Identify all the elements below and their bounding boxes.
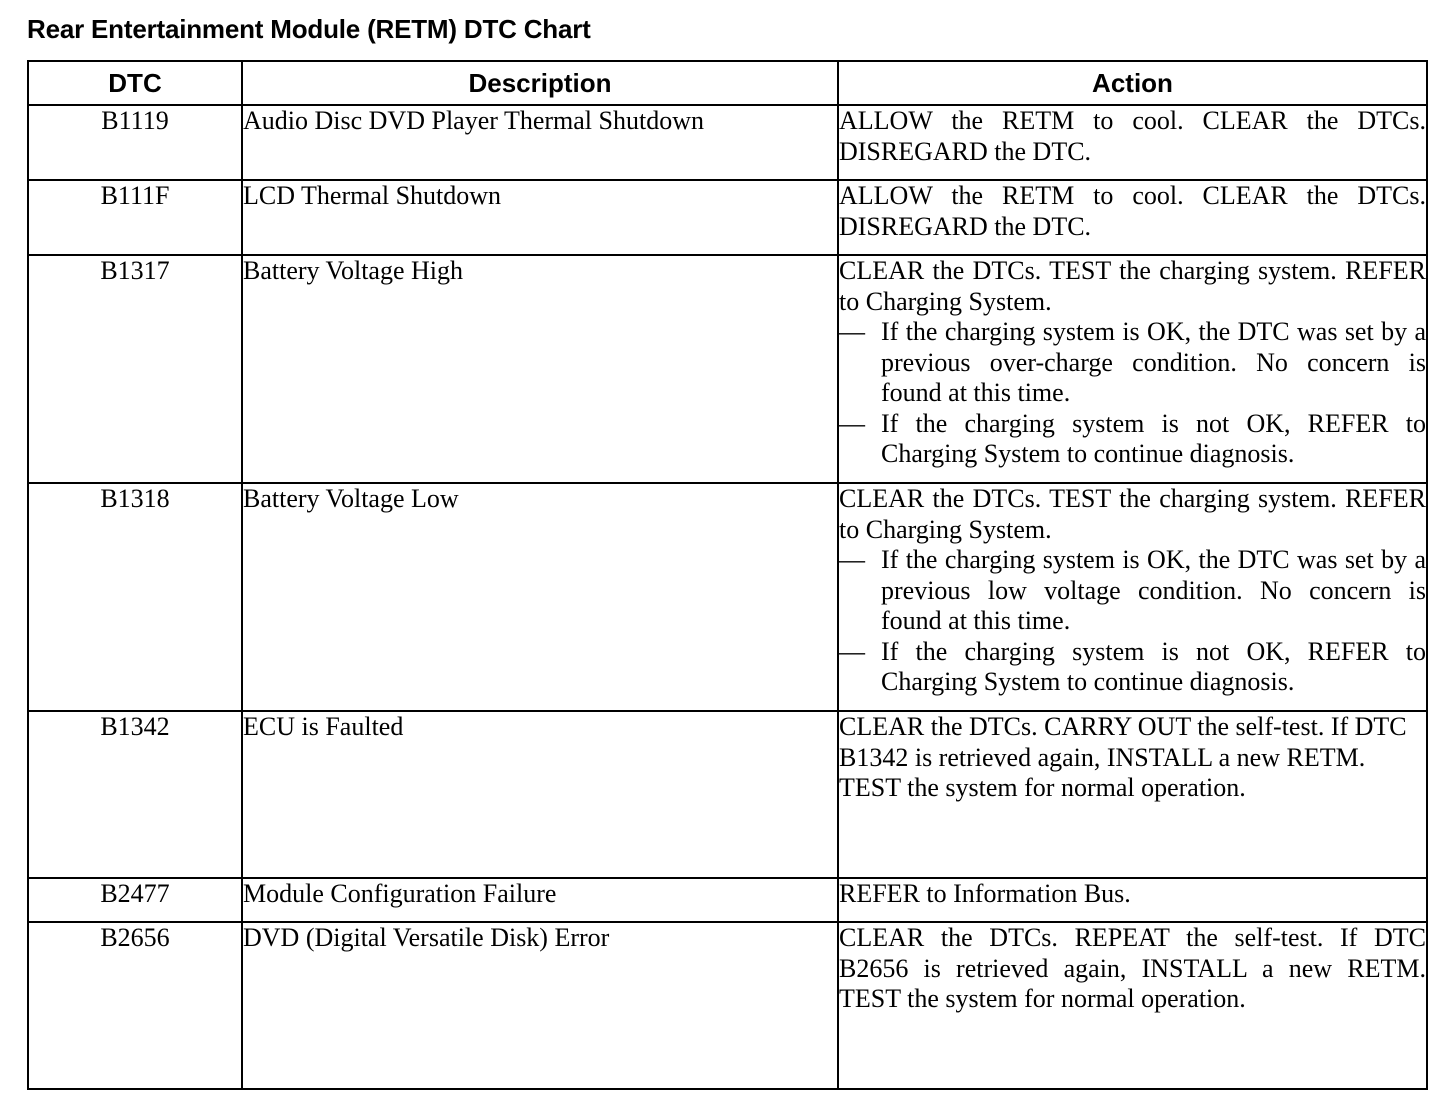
action-text: REFER to Information Bus. [839,879,1131,908]
table-header-row [28,61,1427,105]
action-sub-item [839,317,1426,409]
dtc-action [838,922,1427,1089]
action-text: ALLOW the RETM to cool. CLEAR the DTCs. DISREGARD the DTC. [839,181,1426,241]
dtc-description: Module Configuration Failure [242,878,838,922]
dtc-description: LCD Thermal Shutdown [242,180,838,255]
action-sub-text: If the charging system is not OK, REFER to Charging System to continue diagnosis. [881,636,1426,696]
action-sub-text: If the charging system is OK, the DTC was set by a previous low voltage condition. No concern is found at this time. [881,545,1426,635]
dtc-action [838,105,1427,180]
em-dash-bullet: — [839,636,865,666]
action-sub-text: If the charging system is not OK, REFER to Charging System to continue diagnosis. [881,408,1426,468]
table-row [28,878,1427,922]
dtc-description: DVD (Digital Versatile Disk) Error [242,922,838,1089]
column-header-dtc: DTC [28,61,242,105]
dtc-action [838,180,1427,255]
action-text: CLEAR the DTCs. REPEAT the self-test. If DTC B2656 is retrieved again, INSTALL a new RETM. TEST the system for normal operation. [839,923,1426,1013]
dtc-description: Battery Voltage Low [242,483,838,711]
action-sub-item [839,545,1426,637]
dtc-code: B1342 [28,711,242,878]
dtc-code: B2477 [28,878,242,922]
em-dash-bullet: — [839,545,865,574]
action-sub-text: If the charging system is OK, the DTC was set by a previous over-charge condition. No concern is found at this time. [881,317,1426,407]
dtc-code: B1119 [28,105,242,180]
em-dash-bullet: — [839,408,865,438]
table-row [28,255,1427,483]
column-header-description: Description [242,61,838,105]
dtc-action [838,255,1427,483]
dtc-code: B111F [28,180,242,255]
action-text: CLEAR the DTCs. TEST the charging system. REFER to Charging System. [839,484,1426,544]
dtc-code: B1317 [28,255,242,483]
dtc-action [838,483,1427,711]
dtc-code: B2656 [28,922,242,1089]
action-text: CLEAR the DTCs. TEST the charging system. REFER to Charging System. [839,256,1426,316]
dtc-description: Battery Voltage High [242,255,838,483]
dtc-description: Audio Disc DVD Player Thermal Shutdown [242,105,838,180]
dtc-action [838,711,1427,878]
table-row [28,922,1427,1089]
table-row [28,711,1427,878]
action-sub-item [839,409,1426,470]
table-row [28,105,1427,180]
dtc-table [27,60,1428,1090]
dtc-action [838,878,1427,922]
action-text: ALLOW the RETM to cool. CLEAR the DTCs. DISREGARD the DTC. [839,106,1426,166]
dtc-description: ECU is Faulted [242,711,838,878]
page-title: Rear Entertainment Module (RETM) DTC Chart [27,14,591,44]
action-sub-item [839,637,1426,698]
table-row [28,180,1427,255]
em-dash-bullet: — [839,317,865,346]
table-row [28,483,1427,711]
dtc-code: B1318 [28,483,242,711]
action-text: CLEAR the DTCs. CARRY OUT the self-test. If DTC B1342 is retrieved again, INSTALL a new RETM. TEST the system for normal operation. [839,712,1407,802]
column-header-action: Action [838,61,1427,105]
